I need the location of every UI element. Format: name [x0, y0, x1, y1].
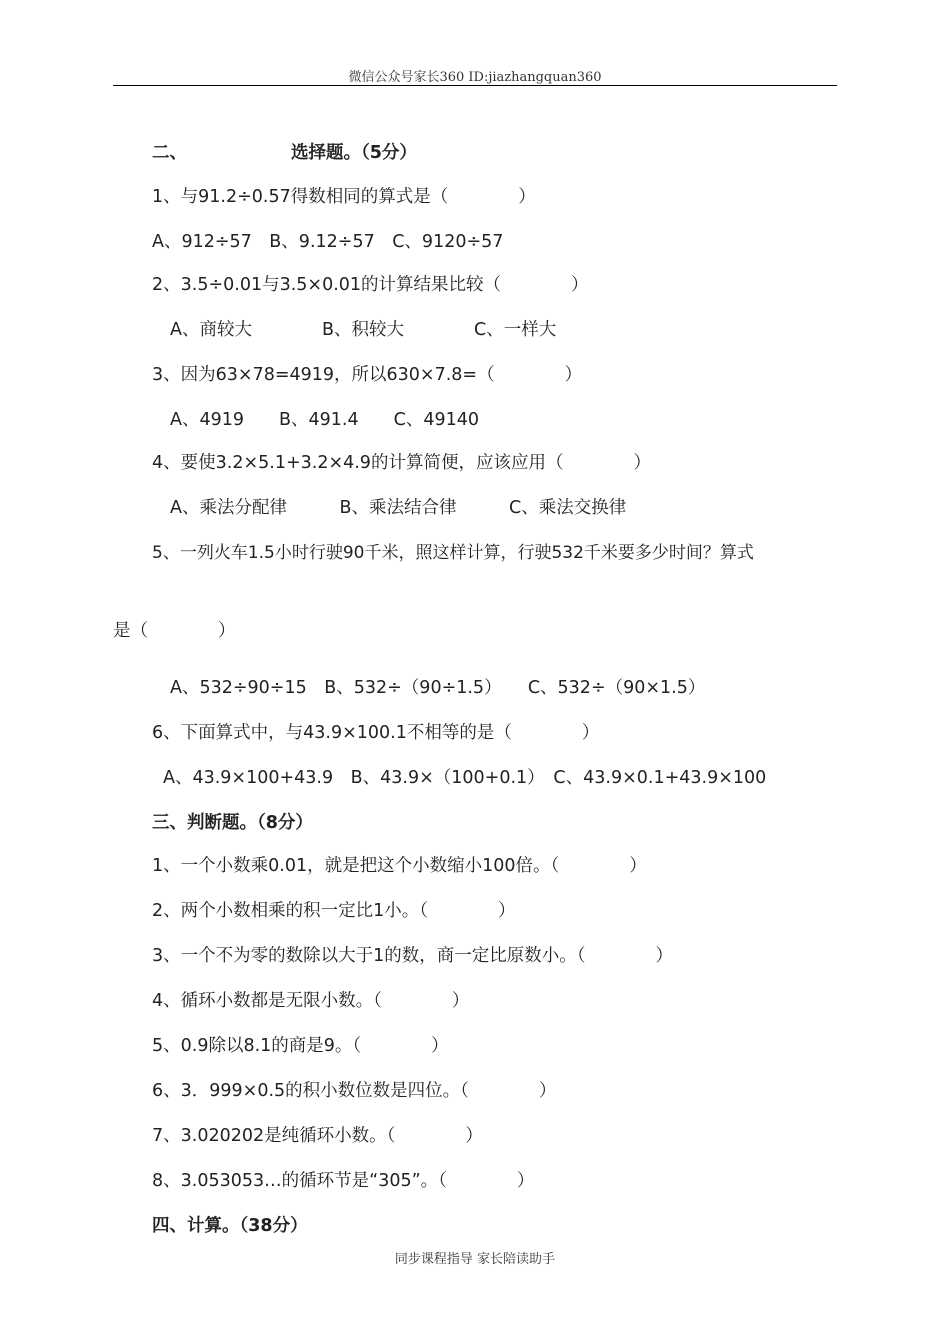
question-5: 5、一列火车1.5小时行驶90千米，照这样计算，行驶532千米要多少时间？算式: [152, 543, 754, 563]
header-divider: [113, 85, 837, 86]
question-5-options: A、532÷90÷15 B、532÷（90÷1.5） C、532÷（90×1.5）: [170, 678, 706, 698]
section2-title: 选择题。（5分）: [291, 143, 417, 163]
judgment-item-3: 3、一个不为零的数除以大于1的数，商一定比原数小。（ ）: [152, 946, 674, 966]
page-header: 微信公众号家长360 ID:jiazhangquan360: [348, 70, 602, 85]
question-2: 2、3.5÷0.01与3.5×0.01的计算结果比较（ ）: [152, 275, 589, 295]
judgment-item-8: 8、3.053053…的循环节是“305”。（ ）: [152, 1171, 535, 1191]
judgment-item-2: 2、两个小数相乘的积一定比1小。（ ）: [152, 901, 516, 921]
question-4-options: A、乘法分配律 B、乘法结合律 C、乘法交换律: [170, 498, 627, 518]
section4-title: 四、计算。（38分）: [152, 1216, 308, 1236]
question-6-options: A、43.9×100+43.9 B、43.9×（100+0.1） C、43.9×0.1+43.9×100: [163, 768, 767, 788]
question-4: 4、要使3.2×5.1+3.2×4.9的计算简便，应该应用（ ）: [152, 453, 651, 473]
question-1-options: A、912÷57 B、9.12÷57 C、9120÷57: [152, 232, 504, 252]
question-3: 3、因为63×78=4919，所以630×7.8=（ ）: [152, 365, 583, 385]
judgment-item-4: 4、循环小数都是无限小数。（ ）: [152, 991, 470, 1011]
judgment-item-7: 7、3.020202是纯循环小数。（ ）: [152, 1126, 483, 1146]
page-footer: 同步课程指导 家长陪读助手: [394, 1252, 556, 1267]
question-1: 1、与91.2÷0.57得数相同的算式是（ ）: [152, 187, 536, 207]
judgment-item-1: 1、一个小数乘0.01，就是把这个小数缩小100倍。（ ）: [152, 856, 647, 876]
judgment-item-6: 6、3．999×0.5的积小数位数是四位。（ ）: [152, 1081, 557, 1101]
question-6: 6、下面算式中，与43.9×100.1不相等的是（ ）: [152, 723, 600, 743]
section2-number: 二、: [152, 143, 187, 163]
question-5-continued: 是（ ）: [113, 621, 236, 641]
question-3-options: A、4919 B、491.4 C、49140: [170, 410, 480, 430]
judgment-item-5: 5、0.9除以8.1的商是9。（ ）: [152, 1036, 449, 1056]
question-2-options: A、商较大 B、积较大 C、一样大: [170, 320, 557, 340]
section3-title: 三、判断题。（8分）: [152, 813, 313, 833]
